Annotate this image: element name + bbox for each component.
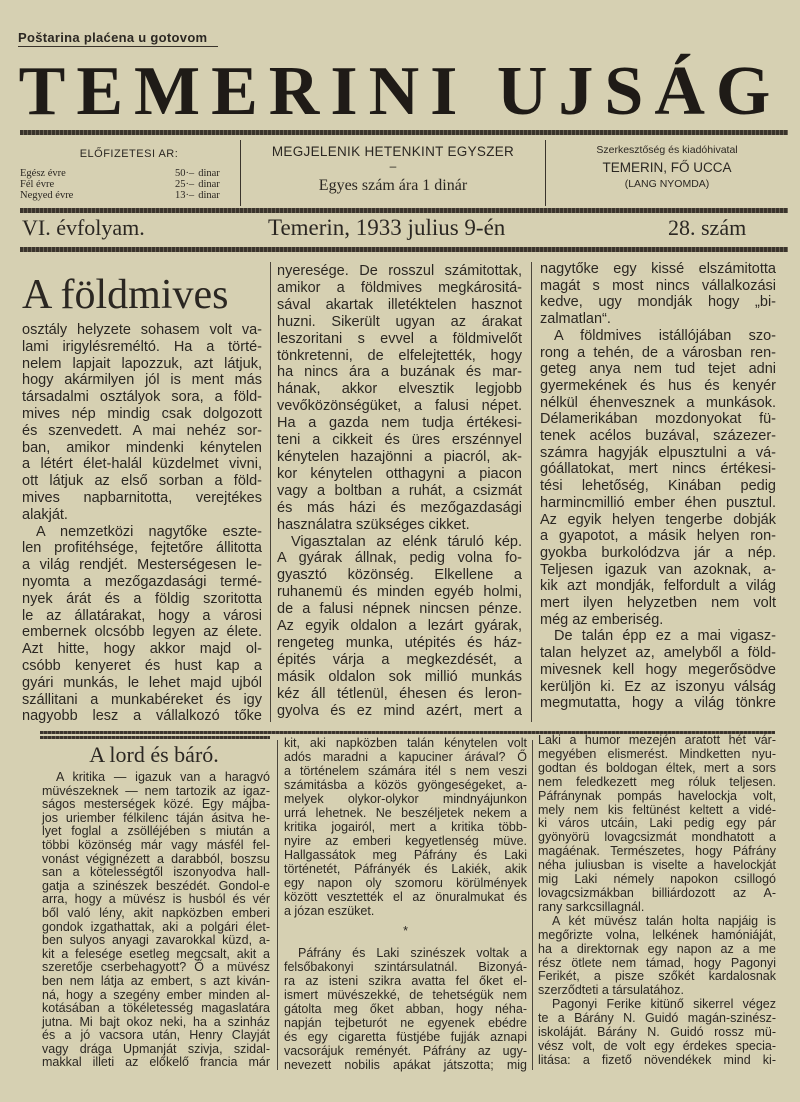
text-line: ben nem látja az embert, s azt kiván- — [42, 973, 270, 988]
text-line: osztály helyzete sohasem volt va- — [22, 322, 262, 338]
office-label: Szerkesztőség és kiadóhivatal — [596, 144, 738, 156]
text-line: és egy cigaretta füstjébe fujják aznapi — [284, 1030, 527, 1044]
text-line: talan helyzet az, amelyből a föld- — [540, 645, 776, 662]
text-line: vagy drága Upmanját szivja, szidal- — [42, 1041, 270, 1056]
rule-divider — [20, 247, 788, 252]
text-line: kéz áll tétlenül, éhesen és leron- — [277, 685, 522, 702]
text-line: nyek árát és a földig szoritotta — [22, 590, 262, 607]
text-line: de a falusi népnek nincsen pénze. — [277, 601, 522, 618]
text-line: góállatokat, mert nincs értékesi- — [540, 461, 776, 478]
text-line: gyokba burkolódzva jár a nép. — [540, 544, 776, 561]
article-column — [284, 736, 527, 1072]
frequency-info — [241, 138, 545, 206]
frequency-text: MEGJELENIK HETENKINT EGYSZER — [271, 144, 515, 159]
text-line: számitásba a közös gyöngeségeket, a- — [284, 778, 527, 792]
text-line: ki város utcáin, Laki pedig egy pár — [538, 816, 776, 831]
column-divider — [531, 262, 532, 722]
text-line: kerüljön ki. Ez az iszonyu válság — [540, 678, 776, 695]
text-line: még az emberiség. — [540, 611, 664, 628]
text-line: alakját. — [22, 506, 68, 523]
text-line: Ferikét, a pisze szőkét kardalosnak — [538, 969, 776, 984]
text-line: mivesnek kell hogy megerősödve — [540, 661, 776, 678]
text-line: mert ilyen helyzetben nem volt — [540, 595, 776, 612]
text-line: san a kötelességtől iszonyodva hall- — [42, 865, 270, 880]
text-line: között vesztették el az önuralmukat és — [284, 890, 527, 904]
text-line: gyönyörü lovagcsizmát mondhatott a — [538, 830, 776, 845]
text-line: kritika jogairól, mert a kritika több- — [284, 820, 527, 834]
text-line: mely nem kis feltünést keltett a vidé- — [538, 802, 776, 817]
text-line: megyében elismerést. Mindketten nyu- — [538, 746, 776, 761]
article-column — [540, 261, 776, 712]
text-line: A kritika — igazuk van a haragvó — [56, 770, 270, 784]
text-line: litása: a fizető növendékek mind ki- — [538, 1052, 776, 1067]
office-printer: (LANG NYOMDA) — [624, 178, 710, 190]
text-line: megőrizte volna, lelkének hamóniáját, — [538, 927, 776, 942]
text-line: rany sarkcsillagnál. — [538, 899, 645, 914]
price-row — [20, 190, 238, 201]
price-value: 50·– — [174, 168, 195, 179]
text-line: ha a direktornak egy napon az a me — [538, 941, 776, 956]
text-line: leszoritani s evvel a földmivelőt — [277, 330, 522, 347]
text-line: többi közönség már vagy másfél fel- — [42, 837, 270, 852]
text-line: jutna. Mi bajt okoz neki, ha a szinház — [42, 1014, 270, 1029]
text-line: szerződteti a társulatához. — [538, 983, 684, 998]
text-line: A nemzetközi nagytőke eszte- — [36, 523, 262, 540]
text-line: tönkretenni, de elfelejtették, hogy — [277, 347, 522, 364]
text-line: Az egyik helyen tengerbe dobják — [540, 511, 776, 528]
text-line: Délamerikában mozdonyokat fü- — [540, 411, 776, 428]
text-line: godtan és boldogan éltek, mert a sors — [538, 760, 776, 775]
text-line: csóbb kenyeret és hust kap a — [22, 657, 262, 674]
price-label: Negyed évre — [20, 190, 74, 201]
text-line: Azt hitte, hogy akkor majd ol- — [22, 641, 262, 658]
text-line: müvészeknek — nem tartozik az igaz- — [42, 783, 270, 798]
subscription-title: ELŐFIZETESI AR: — [79, 148, 179, 160]
article-column — [277, 263, 522, 719]
office-info — [546, 138, 788, 206]
text-line: másik oldalon sok millió munkás — [277, 668, 522, 685]
text-line: felsőbakonyi szintársulatnál. Bizonyá- — [284, 960, 527, 974]
text-line: Laki a humor mezején aratott hét vár- — [538, 733, 776, 747]
text-line: nyomta a mezőgazdasági termé- — [22, 573, 262, 590]
single-copy-price: Egyes szám ára 1 dinár — [318, 177, 468, 194]
text-line: és a jó vacsora után, Henry Clayját — [42, 1028, 270, 1043]
text-line: sával akartak illetéktelen hasznot — [277, 296, 522, 313]
text-line: mives napbarnitotta, verejtékes — [22, 489, 262, 506]
text-line: lovagcsizmákban billiárdozott az A- — [538, 885, 776, 900]
text-line: gyasztó közönség. Elkellene a — [277, 567, 522, 584]
text-line: lami irigylésreméltó. Ha a törté- — [22, 338, 262, 355]
rule-divider — [40, 736, 270, 739]
text-line: urrá lehetnek. Ne beszéljetek nekem a — [284, 806, 527, 820]
text-line: és szenvedett. A mai nehéz sor- — [22, 422, 262, 439]
price-value: 13·– — [174, 190, 195, 201]
masthead-title: TEMERINI UJSÁG — [18, 53, 782, 130]
article-column — [538, 734, 776, 1068]
text-line: rengeteg munka, utépités és ház- — [277, 634, 522, 651]
text-line: kénytelen hazajönni a piacról, ak- — [277, 448, 522, 465]
text-line: rong a tehén, de a városban ren- — [540, 344, 776, 361]
text-line: a világ rendjét. Mesterségesen le- — [22, 557, 262, 574]
text-line: nagytőke egy kissé elszámitotta — [540, 261, 776, 277]
text-line: iskoláját. Bárány N. Guidó rossz mü- — [538, 1025, 776, 1040]
text-line: embernek olcsóbb legyen az élete. — [22, 624, 262, 641]
text-line: geteg anya nem tud tejet adni — [540, 361, 776, 378]
text-line: néha juliusban is viselte a havelockját — [538, 858, 776, 873]
text-line: épités várja a megkezdését, a — [277, 651, 522, 668]
text-line: kit a felesége esetleg megcsalt, akit a — [42, 946, 270, 961]
column-divider — [277, 740, 278, 1070]
text-line: kor kénytelen otthagyni a piacon — [277, 465, 522, 482]
text-line: De talán épp ez a mai vigasz- — [554, 628, 776, 645]
text-line: tési lehetőség, Kinában pedig — [540, 478, 776, 495]
text-line: mig Laki némely napokon csillogó — [538, 872, 776, 887]
text-line: szeretője cserbehagyott? Ő a müvész — [42, 960, 270, 975]
text-line: Teljesen igazuk van azoknak, a- — [540, 561, 776, 578]
text-line: A gyárak állnak, pedig volna fo- — [277, 550, 522, 567]
text-line: ből való lény, akit napközben emberi — [42, 905, 270, 920]
text-line: számra hagyják elpusztulni a vá- — [540, 444, 776, 461]
text-line: nyeresége. De rosszul számitottak, — [277, 263, 522, 279]
text-line: kit, aki napközben talán kénytelen volt — [284, 736, 527, 750]
price-row — [20, 168, 238, 179]
column-divider — [532, 740, 533, 1070]
text-line: kedve, ugy mondják hogy „bi- — [540, 294, 776, 311]
text-line: vacsorájuk reményét. Páfrány az ugy- — [284, 1044, 527, 1058]
text-line: mives nép mindig csak dolgozott — [22, 405, 262, 422]
text-line: Ha a gazda nem tudja értékesi- — [277, 415, 522, 432]
text-line: A földmives istállójában szo- — [554, 327, 776, 344]
text-line: Vigasztalan az elénk táruló kép. — [291, 533, 522, 550]
price-label: Egész évre — [20, 168, 66, 179]
article-column — [42, 771, 270, 1070]
text-line: nem feledkezett meg róluk teljesen. — [538, 774, 776, 789]
text-line: a létért élet-halál küzdelmet vivni, — [22, 456, 262, 473]
text-line: lyet foglal a zsölléjében s miután a — [42, 824, 270, 839]
text-line: ismert müvészekké, de tehetségük nem — [284, 988, 527, 1002]
text-line: Hallgassátok meg Páfrány és Laki — [284, 848, 527, 862]
article-title: A földmives — [22, 272, 229, 318]
text-line: vevőközönségüket, a falusi népet. — [277, 398, 522, 415]
text-line: gátolta meg őket abban, hogy néha- — [284, 1002, 527, 1016]
text-line: le az állatárakat, hogy a városi — [22, 607, 262, 624]
text-line: egy napon oly szomoru körülmények — [284, 876, 527, 890]
text-line: szállitani a munkabéreket és igy — [22, 691, 262, 708]
text-line: napján tejbeturót ne egyenek ebédre — [284, 1016, 527, 1030]
text-line: nagyobb lesz a vállalkozó tőke — [22, 708, 262, 725]
text-line: hának, akkor elvesztik legjobb — [277, 381, 522, 398]
price-unit: dinar — [198, 179, 220, 190]
text-line: gyolva és ez mind azért, mert a — [277, 702, 522, 719]
text-line: rész ötlete nem támad, hogy Pagonyi — [538, 955, 776, 970]
article-column — [22, 322, 262, 725]
column-divider — [270, 262, 271, 722]
text-line: gondok izgathattak, aki a polgári élet- — [42, 919, 270, 934]
article-title: A lord és báró. — [89, 742, 219, 767]
office-address: TEMERIN, FŐ UCCA — [602, 160, 732, 175]
text-line: gatja a szinészek beszédét. Gondol-e — [42, 878, 270, 893]
text-line: jos uriember félkilenc táján ásitva he- — [42, 810, 270, 825]
text-line: Pagonyi Ferike kitünő sikerrel végez — [552, 997, 776, 1012]
text-line: teni a cikkeit és üres erszénnyel — [277, 432, 522, 449]
volume-label: VI. évfolyam. — [22, 215, 145, 240]
text-line: hogy akármilyen jól is ment más — [22, 372, 262, 389]
text-line: adós maradni a kapuciner árával? Ő — [284, 750, 527, 764]
text-line: vagy a boltban a ruhát, a csizmát — [277, 482, 522, 499]
issue-number: 28. szám — [668, 215, 747, 240]
text-line: ban, amikor mindenki kénytelen — [22, 439, 262, 456]
text-line: A két müvész talán holta napjáig is — [552, 913, 776, 928]
text-line: történetét, Páfrányék és Lakiék, akik — [284, 862, 527, 876]
text-line: te a Bárány N. Guidó magán-szinész- — [538, 1011, 776, 1026]
text-line: ná, hogy a szegény ember minden al- — [42, 987, 270, 1002]
text-line: magát s most nincs vállalkozási — [540, 277, 776, 294]
text-line: használatra szükséges cikket. — [277, 516, 470, 533]
issue-date: Temerin, 1933 julius 9-én — [268, 215, 506, 240]
price-unit: dinar — [198, 190, 220, 201]
price-label: Fél évre — [20, 179, 55, 190]
rule-divider — [20, 130, 788, 135]
price-value: 25·– — [174, 179, 195, 190]
text-line: ott látjuk az első sorban a föld- — [22, 473, 262, 490]
text-line: makkal illeti az előkelő francia már — [42, 1055, 270, 1070]
text-line: tenek acélos buzával, százezer- — [540, 428, 776, 445]
text-line: huzni. Sikerült ugyan az árakat — [277, 313, 522, 330]
text-line: a gyapotot, a másik helyen ron- — [540, 528, 776, 545]
text-line: ruhanemü és minden egyéb holmi, — [277, 584, 522, 601]
text-line: társadalmi osztályok sora, a föld- — [22, 389, 262, 406]
text-line: nélkül éhenvesznek a munkások. — [540, 394, 776, 411]
text-line: és más házi és mezőgazdasági — [277, 499, 522, 516]
text-line: melyek olykor-olykor mindnyájunkon — [284, 792, 527, 806]
text-line: ben sulyos anyagi zavarokkal küzd, a- — [42, 933, 270, 948]
text-line: ha nincs ára a buzának és mar- — [277, 364, 522, 381]
text-line: ságos mesterségek közé. Egy májba- — [42, 797, 270, 812]
text-line: kik azt mondják, felfordult a világ — [540, 578, 776, 595]
text-line: amikor a földmives megkárositá- — [277, 279, 522, 296]
text-line: megmutatta, hogy a világ tönkre — [540, 695, 776, 712]
text-line: vész volt, de volt egy érdekes specia- — [538, 1038, 776, 1053]
text-line: a történelem számára itél s nem veszi — [284, 764, 527, 778]
text-line: a józan eszüket. — [284, 904, 375, 918]
text-line: Az egyik oldalon a lezárt gyárak, — [277, 618, 522, 635]
text-line: harmincmillió ember éhen pusztul. — [540, 494, 776, 511]
frequency-dash: – — [389, 159, 397, 173]
text-line: arra, hogy a müvész is husból és vér — [42, 892, 270, 907]
text-line: Páfrány és Laki szinészek voltak a — [298, 946, 527, 960]
text-line: len profitéhsége, fejtetőre állitotta — [22, 540, 262, 557]
rule-divider — [20, 208, 788, 213]
postage-note: Poštarina plaćena u gotovom — [18, 30, 218, 47]
text-line: gyermekének és hus és kenyér — [540, 377, 776, 394]
text-line: nyire az emberi kegyetlenség müve. — [284, 834, 527, 848]
text-line: kotásában a tökéletesség magaslatára — [42, 1001, 270, 1016]
text-line: zalmatlan“. — [540, 311, 611, 328]
text-line: vonást végignézett a darabból, boszsu — [42, 851, 270, 866]
price-unit: dinar — [198, 168, 220, 179]
text-line: magáénak. Természetes, hogy Páfrány — [538, 844, 776, 859]
subscription-prices — [20, 138, 238, 206]
text-line: Páfránynak pompás havelockja volt, — [538, 788, 776, 803]
text-line: nevezett nobilis apákat játszotta; mig — [284, 1058, 527, 1072]
text-line: nelem lapjait lapozzuk, azt látjuk, — [22, 355, 262, 372]
text-line: gyári munkás, le lehet majd ujból — [22, 674, 262, 691]
text-line: ra az isteni szikra avatta fel őket el- — [284, 974, 527, 988]
section-separator: * — [403, 924, 408, 938]
info-box — [20, 138, 788, 206]
price-row — [20, 179, 238, 190]
